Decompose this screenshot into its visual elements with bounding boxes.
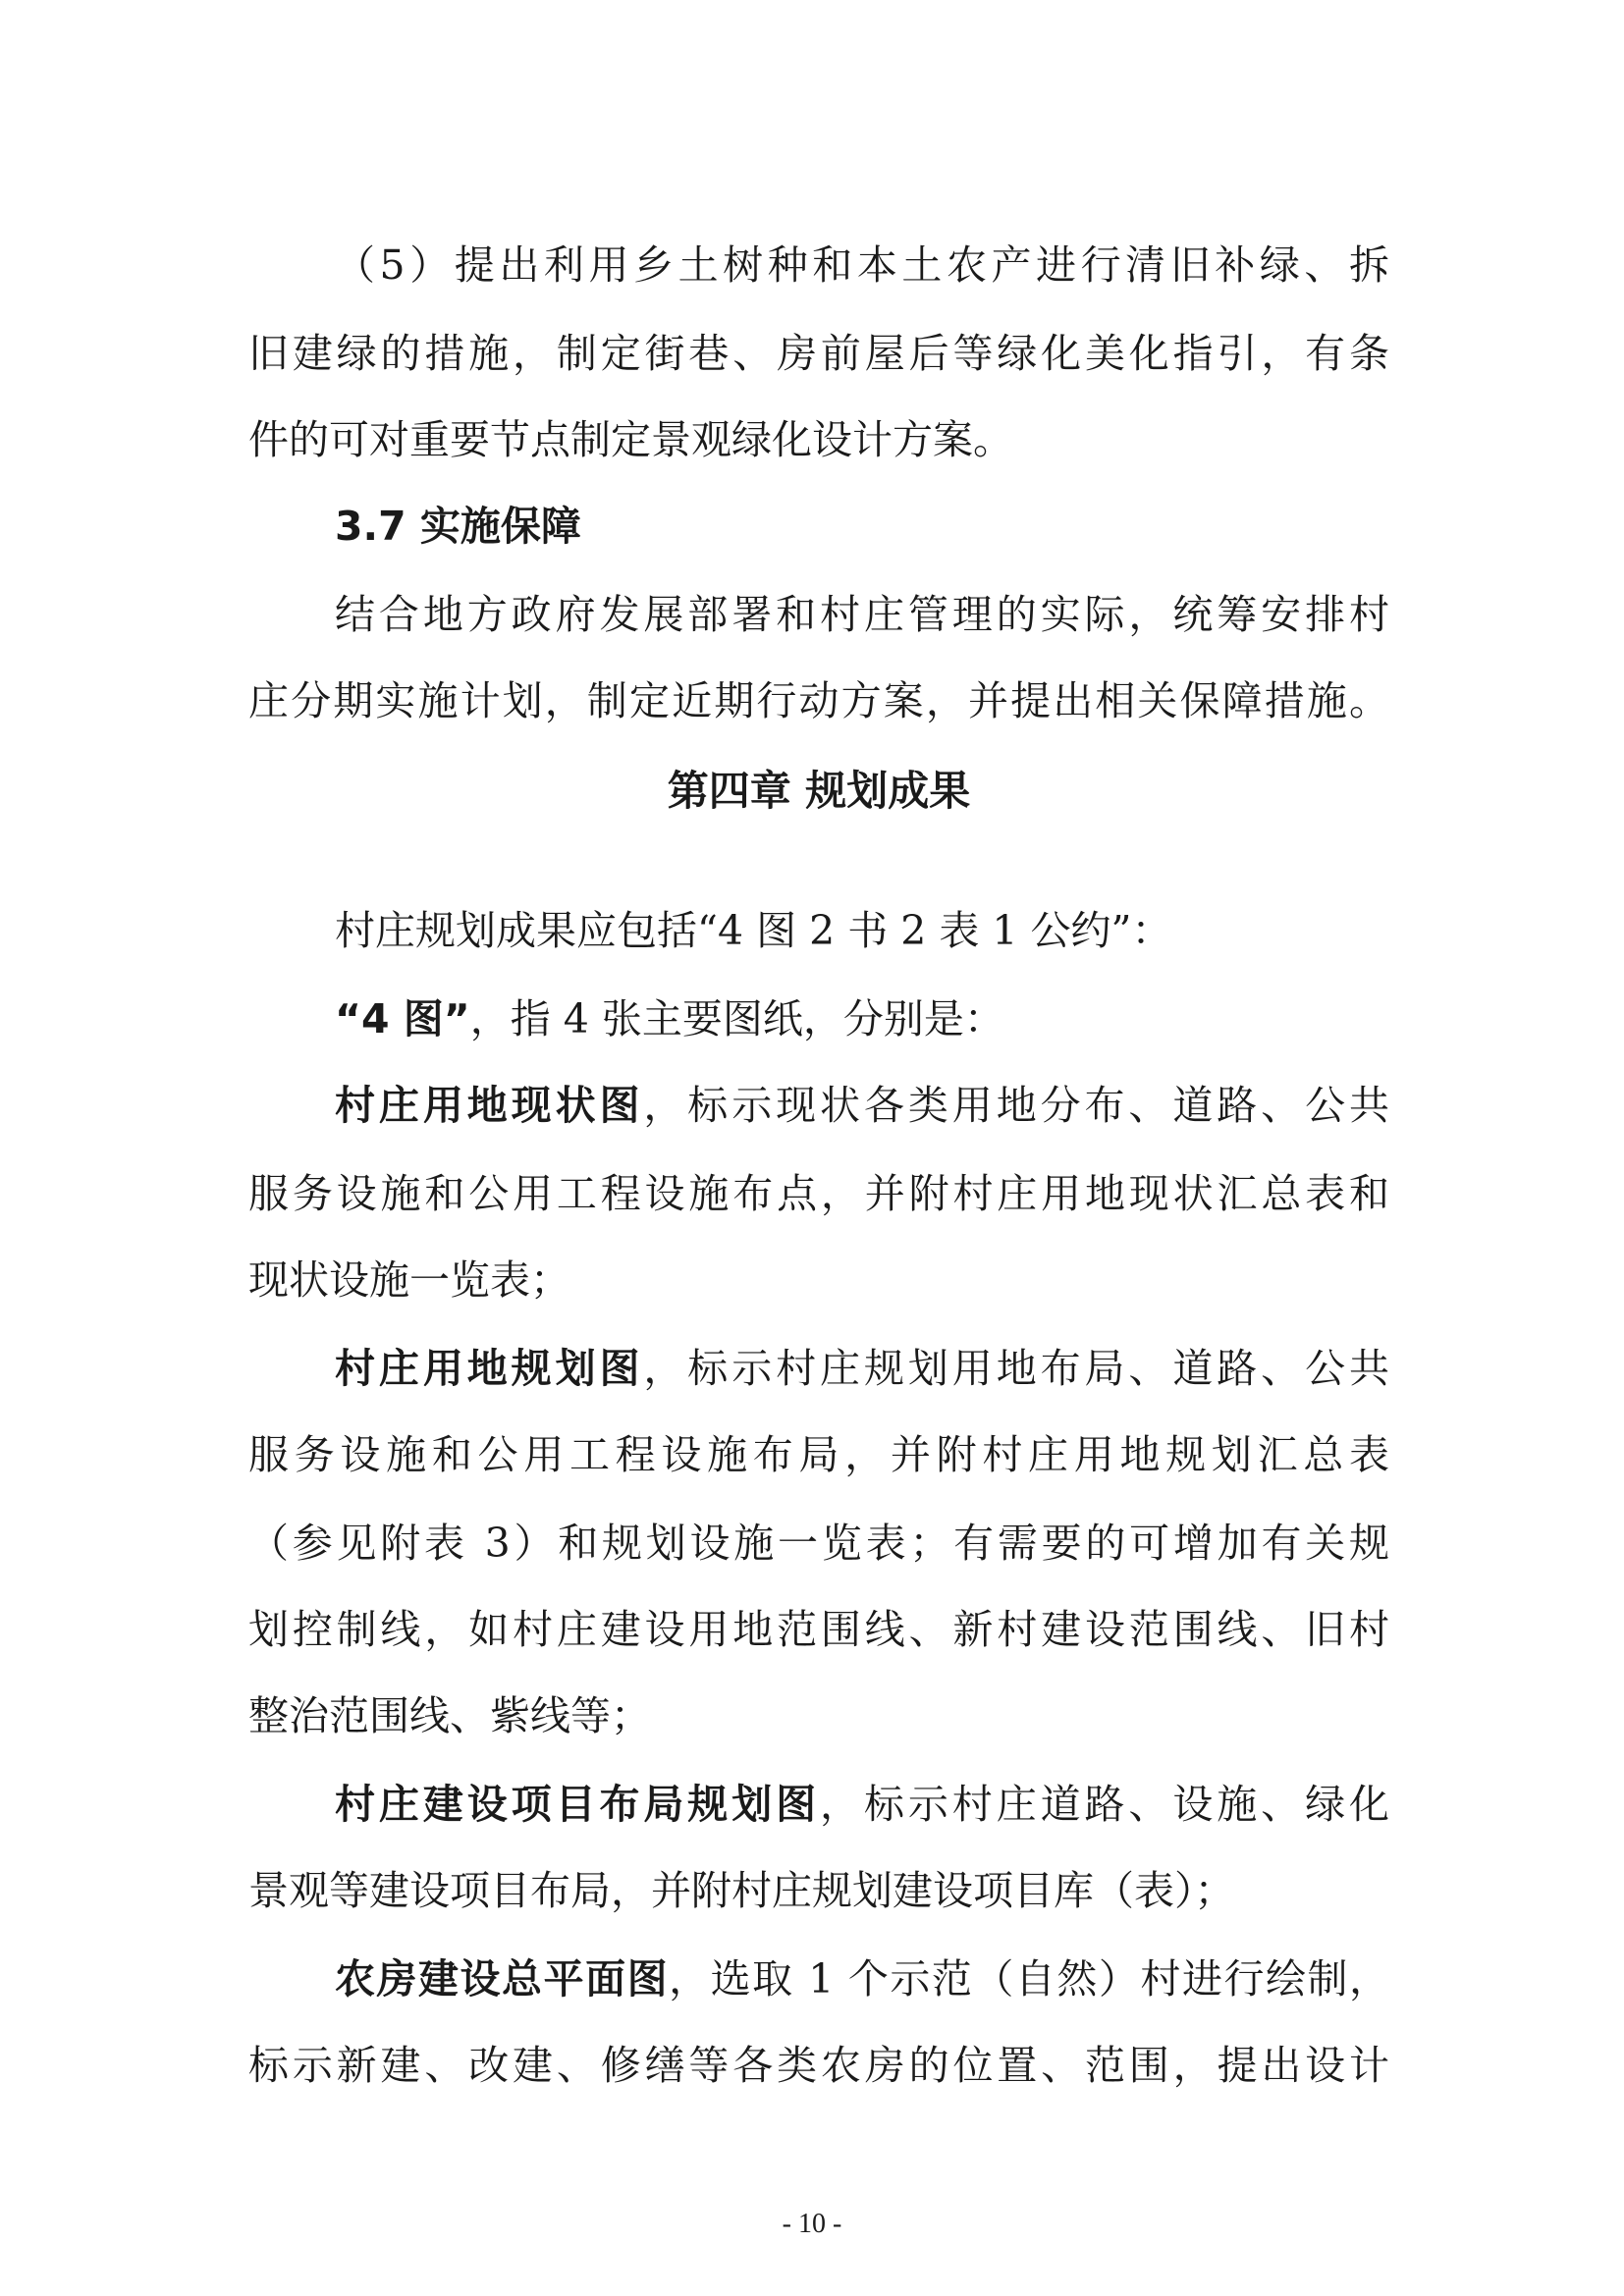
section-heading-3-7: 3.7 实施保障: [335, 503, 581, 550]
land-use-plan-line-2: 服务设施和公用工程设施布局，并附村庄用地规划汇总表: [248, 1431, 1389, 1478]
land-use-plan-line-1: [248, 1339, 1389, 1398]
land-use-plan-term: 村庄用地规划图: [335, 1345, 644, 1392]
current-land-use-line-2: 服务设施和公用工程设施布点，并附村庄用地现状汇总表和: [248, 1170, 1389, 1217]
land-use-plan-line-5: 整治范围线、紫线等；: [248, 1692, 651, 1739]
project-layout-text: ，标示村庄道路、设施、绿化: [820, 1781, 1390, 1828]
land-use-plan-text: ，标示村庄规划用地布局、道路、公共: [643, 1345, 1389, 1392]
four-maps-term: “4 图”: [335, 995, 470, 1042]
chapter-heading: 第四章 规划成果: [667, 767, 971, 815]
implementation-line-1: 结合地方政府发展部署和村庄管理的实际，统筹安排村: [335, 591, 1389, 638]
land-use-plan-line-4: 划控制线，如村庄建设用地范围线、新村建设范围线、旧村: [248, 1606, 1389, 1653]
document-page: [248, 0, 1389, 2296]
project-layout-line-2: 景观等建设项目布局，并附村庄规划建设项目库（表）；: [248, 1867, 1235, 1914]
current-land-use-term: 村庄用地现状图: [335, 1082, 644, 1129]
farmhouse-plan-line-2: 标示新建、改建、修缮等各类农房的位置、范围，提出设计: [248, 2042, 1389, 2089]
four-maps-line: [248, 989, 1389, 1048]
current-land-use-line-3: 现状设施一览表；: [248, 1256, 570, 1304]
page-number: - 10 -: [782, 2209, 842, 2239]
paragraph-5-line-1: （5）提出利用乡土树种和本土农产进行清旧补绿、拆: [335, 241, 1389, 289]
current-land-use-line-1: [248, 1076, 1389, 1135]
farmhouse-plan-line-1: [248, 1949, 1389, 2008]
farmhouse-plan-term: 农房建设总平面图: [335, 1955, 670, 2002]
current-land-use-text: ，标示现状各类用地分布、道路、公共: [643, 1082, 1389, 1129]
paragraph-5-line-2: 旧建绿的措施，制定街巷、房前屋后等绿化美化指引，有条: [248, 330, 1389, 377]
implementation-line-2: 庄分期实施计划，制定近期行动方案，并提出相关保障措施。: [248, 677, 1389, 724]
four-maps-text: ，指 4 张主要图纸，分别是：: [469, 995, 1004, 1042]
paragraph-5-line-3: 件的可对重要节点制定景观绿化设计方案。: [248, 416, 1013, 463]
farmhouse-plan-text: ，选取 1 个示范（自然）村进行绘制，: [669, 1955, 1389, 2002]
outputs-intro-line: 村庄规划成果应包括“4 图 2 书 2 表 1 公约”：: [335, 907, 1172, 954]
project-layout-line-1: [248, 1775, 1389, 1834]
land-use-plan-line-3: （参见附表 3）和规划设施一览表；有需要的可增加有关规: [248, 1520, 1389, 1567]
project-layout-term: 村庄建设项目布局规划图: [335, 1781, 821, 1828]
